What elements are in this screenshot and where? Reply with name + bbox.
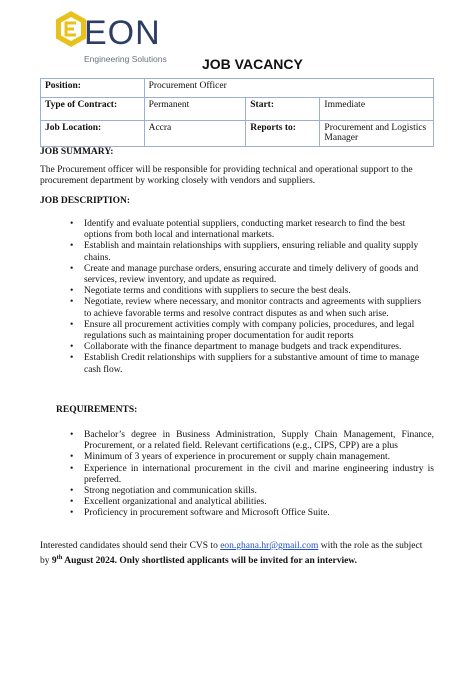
deadline-suffix: th <box>56 554 63 562</box>
email-link[interactable]: eon.ghana.hr@gmail.com <box>220 541 319 551</box>
table-row <box>41 98 434 121</box>
table-row <box>41 79 434 98</box>
page-title: JOB VACANCY <box>202 56 303 72</box>
summary-heading: JOB SUMMARY: <box>40 147 114 157</box>
logo-tagline: Engineering Solutions <box>84 54 167 64</box>
list-item: • Minimum of 3 years of experience in procurement or supply chain management. <box>70 452 391 463</box>
job-info-table <box>40 78 434 147</box>
requirements-list <box>70 430 434 520</box>
reports-value: Procurement and Logistics Manager <box>320 121 434 147</box>
contract-label: Type of Contract: <box>41 98 145 121</box>
start-value: Immediate <box>320 98 434 121</box>
closing-by: by <box>40 556 52 567</box>
hexagon-logo-icon <box>54 10 88 48</box>
requirements-heading: REQUIREMENTS: <box>56 405 138 415</box>
closing-after-email: with the role as the subject <box>318 541 423 551</box>
description-list <box>70 219 424 376</box>
position-value: Procurement Officer <box>144 79 433 98</box>
company-logo <box>54 8 194 70</box>
contract-value: Permanent <box>144 98 246 121</box>
position-label: Position: <box>41 79 145 98</box>
table-row <box>41 121 434 147</box>
location-label: Job Location: <box>41 121 145 147</box>
summary-text: The Procurement officer will be responsible for providing technical and operational support to the procurement department by working closely with vendors and suppliers. <box>40 165 413 187</box>
list-item: • Bachelor’s degree in Business Administration, Supply Chain Management, Finance, Procurement, or a related field. Relevant certifications (e.g., CIPS, CPP) are a plus <box>70 430 434 452</box>
list-item: • Strong negotiation and communication skills. <box>70 486 257 497</box>
deadline-day: 9 <box>51 556 57 567</box>
closing-text <box>40 541 440 568</box>
list-item: • Identify and evaluate potential suppliers, conducting market research to find the best options from both local and international markets. <box>70 219 406 241</box>
list-item: • Establish and maintain relationships with suppliers, ensuring reliable and quality supply chains. <box>70 241 419 263</box>
location-value: Accra <box>144 121 246 147</box>
list-item: • Negotiate terms and conditions with suppliers to secure the best deals. <box>70 286 351 297</box>
reports-label: Reports to: <box>246 121 320 147</box>
list-item: • Ensure all procurement activities comply with company policies, procedures, and legal regulations such as maintaining proper documentation for audit reports <box>70 319 415 342</box>
description-heading: JOB DESCRIPTION: <box>40 196 130 206</box>
logo-brand: EON <box>84 14 161 52</box>
list-item: • Proficiency in procurement software and Microsoft Office Suite. <box>70 508 330 519</box>
list-item: • Negotiate, review where necessary, and monitor contracts and agreements with suppliers to achieve favorable terms and resolve contract disputes as and when such arise. <box>70 297 422 319</box>
list-item: • Establish Credit relationships with suppliers for a substantive amount of time to manage cash flow. <box>70 353 420 375</box>
start-label: Start: <box>246 98 320 121</box>
deadline-text: August 2024. Only shortlisted applicants will be invited for an interview. <box>62 556 358 567</box>
list-item: • Experience in international procurement in the civil and marine engineering industry is preferred. <box>70 463 434 485</box>
list-item: • Collaborate with the finance department to manage budgets and track expenditures. <box>70 342 402 353</box>
list-item: • Excellent organizational and analytical abilities. <box>70 497 267 508</box>
list-item: • Create and manage purchase orders, ensuring accurate and timely delivery of goods and services, review inventory, and update as required. <box>70 263 419 286</box>
closing-intro: Interested candidates should send their CVS to <box>40 541 221 551</box>
